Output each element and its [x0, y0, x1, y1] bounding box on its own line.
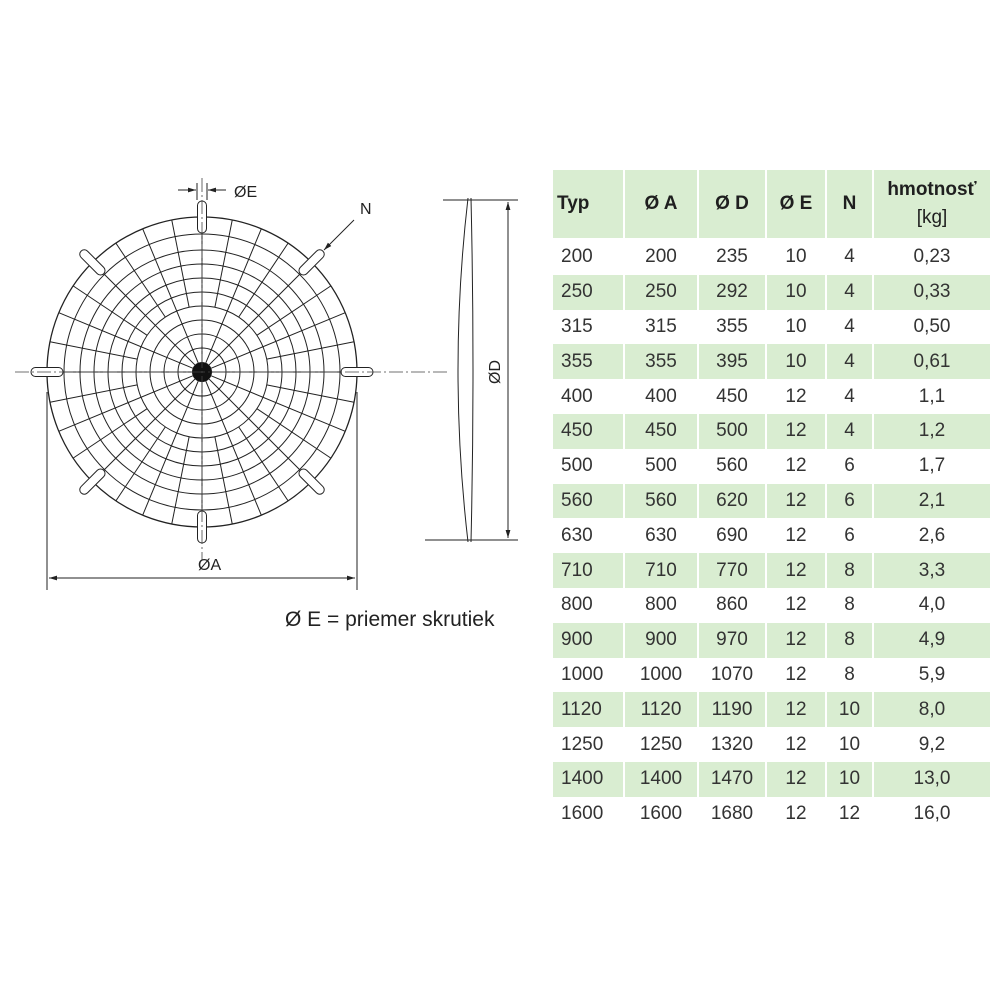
table-row [553, 762, 990, 797]
guard-spoke [172, 220, 189, 307]
table-row [553, 275, 990, 310]
cell-typ: 200 [561, 246, 593, 268]
cell-typ: 900 [553, 623, 623, 658]
cell-diameter-d: 450 [716, 385, 748, 407]
guard-spoke [239, 243, 288, 317]
cell-diameter-a: 900 [625, 623, 697, 658]
cell-diameter-a: 800 [645, 594, 677, 616]
cell-typ: 500 [561, 455, 593, 477]
cell-diameter-a: 250 [625, 275, 697, 310]
cell-weight: 5,9 [918, 663, 946, 685]
table-row [553, 658, 990, 693]
header-n: N [827, 170, 872, 238]
cell-diameter-d: 690 [716, 524, 748, 546]
cell-weight: 0,50 [913, 315, 951, 337]
table-row [553, 310, 990, 345]
cell-diameter-d: 395 [699, 344, 765, 379]
cell-diameter-a: 400 [645, 385, 677, 407]
mounting-tab [78, 467, 107, 496]
cell-diameter-e: 12 [767, 414, 825, 449]
cell-diameter-a: 450 [625, 414, 697, 449]
tab-count-label: N [360, 201, 372, 218]
table-row [553, 623, 990, 658]
guard-spoke [92, 379, 195, 482]
table-row [553, 344, 990, 379]
header-weight-label: hmotnosť [887, 179, 977, 200]
cell-typ: 710 [553, 553, 623, 588]
cell-typ: 1000 [561, 663, 604, 685]
dimension-label-d: ØD [487, 360, 504, 384]
cell-diameter-a: 200 [645, 246, 677, 268]
guard-spoke [92, 262, 195, 365]
cell-weight: 1,1 [918, 385, 946, 407]
cell-diameter-e: 12 [785, 594, 807, 616]
side-profile-outer [458, 198, 468, 542]
cell-diameter-a: 355 [625, 344, 697, 379]
table-row [553, 449, 990, 484]
table-row [553, 553, 990, 588]
bolt-diameter-caption: Ø E = priemer skrutiek [285, 608, 495, 631]
cell-diameter-e: 12 [767, 484, 825, 519]
table-header-row [553, 170, 990, 238]
cell-diameter-d: 770 [699, 553, 765, 588]
header-weight [874, 170, 990, 238]
cell-typ: 630 [561, 524, 593, 546]
fan-guard-side-view [425, 198, 518, 542]
cell-n: 12 [838, 803, 861, 825]
cell-n: 4 [844, 315, 855, 337]
table-row [553, 240, 990, 275]
cell-diameter-d: 860 [716, 594, 748, 616]
header-weight-unit: [kg] [916, 207, 948, 228]
cell-weight: 16,0 [913, 803, 951, 825]
cell-diameter-a: 630 [645, 524, 677, 546]
cell-weight: 1,7 [918, 455, 946, 477]
cell-diameter-a: 500 [645, 455, 677, 477]
tab-leader-line [324, 220, 354, 250]
guard-spoke [116, 243, 165, 317]
cell-weight: 8,0 [874, 692, 990, 727]
guard-spoke [209, 262, 312, 365]
guard-spoke [257, 286, 331, 335]
cell-typ: 355 [553, 344, 623, 379]
cell-diameter-d: 620 [699, 484, 765, 519]
cell-weight: 13,0 [874, 762, 990, 797]
cell-diameter-e: 12 [767, 692, 825, 727]
header-diameter-e: Ø E [767, 170, 825, 238]
cell-diameter-d: 1470 [699, 762, 765, 797]
cell-typ: 450 [553, 414, 623, 449]
cell-diameter-e: 12 [785, 455, 807, 477]
cell-diameter-e: 12 [767, 762, 825, 797]
guard-spoke [215, 220, 232, 307]
table-row [553, 727, 990, 762]
guard-spoke [73, 409, 147, 458]
cell-weight: 2,1 [874, 484, 990, 519]
guard-spoke [50, 385, 137, 402]
cell-typ: 1120 [553, 692, 623, 727]
guard-spoke [116, 427, 165, 501]
mounting-tab [78, 248, 107, 277]
cell-n: 10 [827, 762, 872, 797]
cell-n: 6 [844, 455, 855, 477]
cell-diameter-d: 235 [716, 246, 748, 268]
side-profile-inner [471, 198, 473, 542]
header-typ: Typ [553, 170, 623, 238]
table-row [553, 692, 990, 727]
cell-typ: 250 [553, 275, 623, 310]
cell-diameter-e: 10 [785, 246, 807, 268]
dimension-label-e: ØE [234, 184, 258, 201]
cell-diameter-d: 560 [716, 455, 748, 477]
table-row [553, 379, 990, 414]
cell-n: 4 [844, 246, 855, 268]
cell-diameter-e: 12 [785, 733, 807, 755]
cell-weight: 0,23 [913, 246, 951, 268]
cell-diameter-a: 315 [645, 315, 677, 337]
cell-diameter-e: 10 [767, 344, 825, 379]
guard-spoke [209, 379, 312, 482]
cell-diameter-d: 1320 [710, 733, 754, 755]
guard-spoke [172, 437, 189, 524]
cell-typ: 560 [553, 484, 623, 519]
cell-diameter-d: 500 [699, 414, 765, 449]
cell-diameter-d: 1070 [710, 663, 754, 685]
guard-spoke [73, 286, 147, 335]
table-row [553, 518, 990, 553]
cell-typ: 315 [561, 315, 593, 337]
cell-weight: 4,9 [874, 623, 990, 658]
cell-typ: 800 [561, 594, 593, 616]
cell-weight: 2,6 [918, 524, 946, 546]
guard-spoke [257, 409, 331, 458]
cell-weight: 3,3 [874, 553, 990, 588]
mounting-tab [297, 467, 326, 496]
cell-weight: 0,61 [874, 344, 990, 379]
cell-diameter-a: 1000 [639, 663, 683, 685]
cell-diameter-a: 1120 [625, 692, 697, 727]
cell-typ: 1600 [561, 803, 604, 825]
cell-n: 8 [827, 623, 872, 658]
cell-n: 6 [844, 524, 855, 546]
cell-weight: 0,33 [874, 275, 990, 310]
cell-typ: 1250 [561, 733, 604, 755]
cell-diameter-d: 1190 [699, 692, 765, 727]
table-row [553, 588, 990, 623]
guard-spoke [215, 437, 232, 524]
header-diameter-d: Ø D [699, 170, 765, 238]
cell-diameter-e: 12 [785, 524, 807, 546]
cell-n: 6 [827, 484, 872, 519]
table-row [553, 414, 990, 449]
cell-diameter-d: 970 [699, 623, 765, 658]
cell-diameter-d: 1680 [710, 803, 754, 825]
guard-spoke [267, 342, 354, 359]
cell-diameter-e: 12 [785, 803, 807, 825]
mounting-tab [297, 248, 326, 277]
cell-weight: 4,0 [918, 594, 946, 616]
cell-diameter-d: 355 [716, 315, 748, 337]
cell-n: 8 [844, 594, 855, 616]
cell-diameter-e: 12 [785, 385, 807, 407]
cell-n: 10 [838, 733, 861, 755]
dimension-label-a: ØA [198, 557, 222, 574]
cell-diameter-a: 1250 [639, 733, 683, 755]
cell-diameter-e: 10 [767, 275, 825, 310]
cell-diameter-e: 12 [767, 623, 825, 658]
fan-guard-drawing [0, 0, 540, 650]
cell-n: 10 [827, 692, 872, 727]
cell-diameter-a: 1400 [625, 762, 697, 797]
cell-n: 4 [827, 344, 872, 379]
cell-n: 4 [827, 275, 872, 310]
cell-weight: 1,2 [874, 414, 990, 449]
cell-diameter-e: 12 [785, 663, 807, 685]
header-diameter-a: Ø A [625, 170, 697, 238]
guard-spoke [50, 342, 137, 359]
cell-diameter-e: 10 [785, 315, 807, 337]
cell-diameter-d: 292 [699, 275, 765, 310]
cell-n: 8 [844, 663, 855, 685]
cell-typ: 1400 [553, 762, 623, 797]
cell-diameter-a: 1600 [639, 803, 683, 825]
cell-n: 8 [827, 553, 872, 588]
cell-n: 4 [827, 414, 872, 449]
cell-n: 4 [844, 385, 855, 407]
cell-diameter-a: 710 [625, 553, 697, 588]
cell-diameter-a: 560 [625, 484, 697, 519]
cell-weight: 9,2 [918, 733, 946, 755]
cell-typ: 400 [561, 385, 593, 407]
table-body [553, 240, 990, 832]
guard-spoke [267, 385, 354, 402]
guard-spoke [239, 427, 288, 501]
table-row [553, 484, 990, 519]
table-row [553, 797, 990, 832]
cell-diameter-e: 12 [767, 553, 825, 588]
dimension-table [553, 170, 990, 832]
